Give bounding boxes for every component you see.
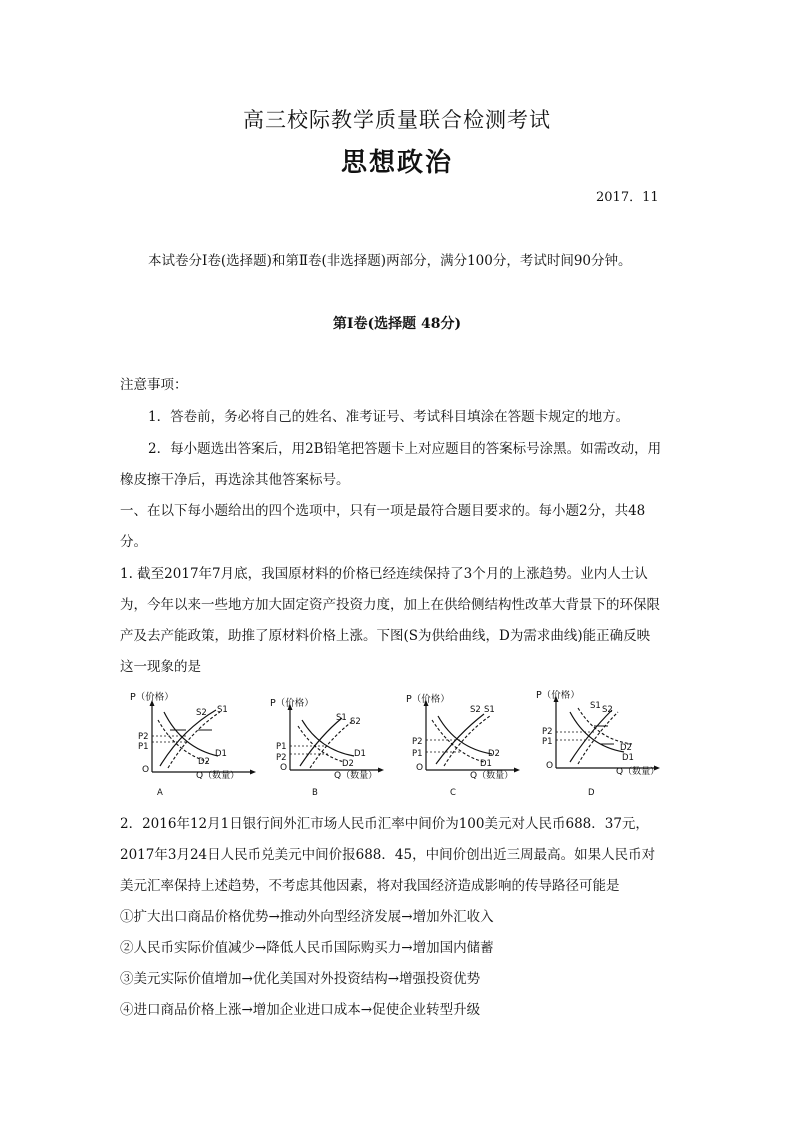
curve-label-s-second: S1	[217, 705, 228, 715]
curve-label-d-first: D1	[354, 749, 366, 759]
price-label-1: P2	[542, 727, 553, 737]
q2-option-2: ②人民币实际价值减少→降低人民币国际购买力→增加国内储蓄	[120, 940, 494, 956]
price-label-1: P1	[276, 742, 287, 752]
curve-label-s-second: S2	[350, 717, 361, 727]
graph-d-svg	[528, 690, 678, 802]
graph-c-svg	[398, 690, 538, 802]
q2-option-1: ①扩大出口商品价格优势→推动外向型经济发展→增加外汇收入	[120, 909, 494, 925]
exam-date: 2017．11	[596, 190, 659, 205]
supply-curve-solid	[436, 714, 484, 764]
subject-title: 思想政治	[340, 148, 453, 178]
q1-line4: 这一现象的是	[120, 659, 201, 675]
note-item-1: 1．答卷前，务必将自己的姓名、准考证号、考试科目填涂在答题卡规定的地方。	[148, 409, 630, 425]
graph-panel-a	[124, 690, 274, 802]
curve-label-s-second: S1	[484, 705, 495, 715]
q1-line3: 产及去产能政策，助推了原材料价格上涨。下图(S为供给曲线，D为需求曲线)能正确反映	[120, 628, 651, 644]
demand-curve-dashed	[158, 720, 208, 762]
origin-label: O	[280, 763, 288, 773]
y-axis-label: P（价格）	[270, 698, 314, 709]
option-label: C	[450, 788, 456, 798]
curve-label-d-first: D2	[620, 743, 632, 753]
q1-line2: 为，今年以来一些地方加大固定资产投资力度，加上在供给侧结构性改革大背景下的环保限	[120, 597, 660, 613]
x-axis-label: Q（数量）	[616, 767, 660, 777]
price-label-1: P2	[138, 732, 149, 742]
graph-panel-b	[262, 690, 402, 802]
supply-curve-dashed	[168, 712, 220, 768]
price-label-2: P1	[412, 749, 423, 759]
q2-line1: 2．2016年12月1日银行间外汇市场人民币汇率中间价为100美元对人民币688．37元，	[120, 816, 649, 832]
q2-line3: 美元汇率保持上述趋势，不考虑其他因素，将对我国经济造成影响的传导路径可能是	[120, 878, 620, 894]
x-axis-arrow	[250, 770, 256, 775]
y-axis-label: P（价格）	[406, 694, 450, 705]
origin-label: O	[142, 765, 150, 775]
option-label: B	[312, 788, 318, 798]
curve-label-d-second: D2	[198, 757, 210, 767]
option-label: A	[157, 788, 163, 798]
instruction-line2: 分。	[120, 534, 147, 550]
curve-label-d-second: D1	[622, 753, 634, 763]
x-axis-arrow	[378, 768, 384, 773]
y-axis-label: P（价格）	[536, 690, 580, 701]
origin-label: O	[546, 761, 554, 771]
q1-line1: 1. 截至2017年7月底，我国原材料的价格已经连续保持了3个月的上涨趋势。业内人士认	[120, 566, 648, 582]
demand-curve-solid	[570, 712, 624, 752]
curve-label-d-second: D2	[342, 759, 354, 769]
curve-label-s-second: S2	[602, 705, 613, 715]
note-item-2-line2: 橡皮擦干净后，再选涂其他答案标号。	[120, 472, 350, 488]
curve-label-s-first: S1	[336, 713, 347, 723]
q2-option-3: ③美元实际价值增加→优化美国对外投资结构→增强投资优势	[120, 971, 481, 987]
note-item-2-line1: 2．每小题选出答案后，用2B铅笔把答题卡上对应题目的答案标号涂黑。如需改动，用	[148, 441, 662, 457]
x-axis-label: Q（数量）	[196, 771, 240, 781]
demand-curve-solid	[302, 720, 354, 756]
q2-line2: 2017年3月24日人民币兑美元中间价报688．45，中间价创出近三周最高。如果人民币对	[120, 847, 656, 863]
graph-panel-c	[398, 690, 538, 802]
curve-label-d-first: D1	[215, 749, 227, 759]
x-axis-label: Q（数量）	[334, 771, 378, 781]
price-label-2: P2	[276, 753, 287, 763]
exam-title: 高三校际教学质量联合检测考试	[243, 108, 551, 132]
option-label: D	[588, 788, 595, 798]
graph-b-svg	[262, 690, 402, 802]
y-axis-label: P（价格）	[130, 692, 174, 703]
demand-curve-solid	[438, 716, 492, 754]
instruction-line1: 一、在以下每小题给出的四个选项中，只有一项是最符合题目要求的。每小题2分，共48	[120, 503, 646, 519]
notes-heading: 注意事项：	[120, 377, 188, 393]
price-label-2: P1	[542, 737, 553, 747]
origin-label: O	[416, 763, 424, 773]
curve-label-d-second: D1	[480, 759, 492, 769]
x-axis-label: Q（数量）	[470, 771, 514, 781]
curve-label-s-first: S2	[470, 705, 481, 715]
section-title: 第Ⅰ卷(选择题 48分)	[332, 316, 462, 332]
supply-curve-solid	[570, 710, 612, 762]
price-label-2: P1	[138, 742, 149, 752]
graph-a-svg	[124, 690, 274, 802]
q2-option-4: ④进口商品价格上涨→增加企业进口成本→促使企业转型升级	[120, 1002, 481, 1018]
curve-label-s-first: S2	[196, 708, 207, 718]
graph-panel-d	[528, 690, 678, 802]
curve-label-s-first: S1	[590, 701, 601, 711]
curve-label-d-first: D2	[488, 749, 500, 759]
supply-curve-dashed	[578, 712, 618, 764]
exam-intro: 本试卷分Ⅰ卷(选择题)和第Ⅱ卷(非选择题)两部分，满分100分，考试时间90分钟。	[148, 253, 632, 269]
demand-curve-dashed	[298, 726, 344, 762]
price-label-1: P2	[412, 737, 423, 747]
x-axis-arrow	[514, 768, 520, 773]
